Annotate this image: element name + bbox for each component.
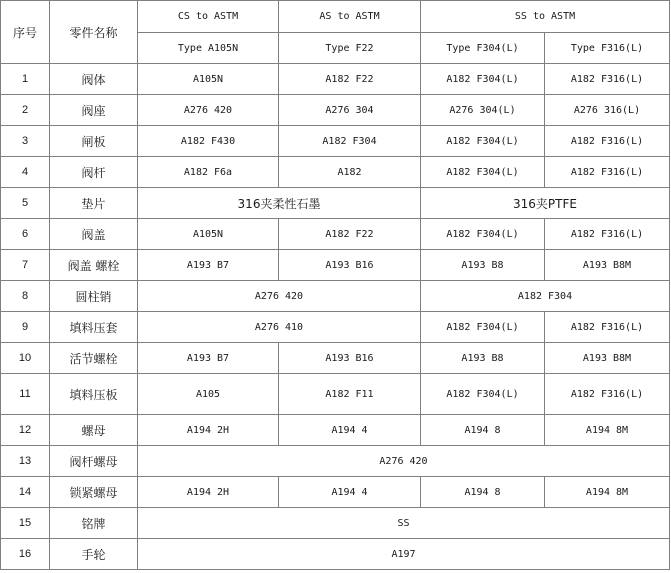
material-cell: A182 F304(L) [421, 219, 545, 250]
material-cell: A182 F316(L) [545, 157, 670, 188]
row-number: 16 [1, 539, 50, 570]
table-row [1, 508, 670, 539]
material-cell-merged: 316夹柔性石墨 [138, 188, 421, 219]
header-type-f316l: Type F316(L) [545, 33, 670, 64]
material-cell-merged: A276 420 [138, 446, 670, 477]
material-cell: A194 2H [138, 415, 279, 446]
material-cell: A182 F316(L) [545, 312, 670, 343]
material-cell: A194 8M [545, 477, 670, 508]
row-number: 6 [1, 219, 50, 250]
table-row [1, 126, 670, 157]
material-cell: A193 B16 [279, 343, 421, 374]
table-row [1, 446, 670, 477]
table-row [1, 539, 670, 570]
material-cell-merged: SS [138, 508, 670, 539]
material-cell: A182 F316(L) [545, 126, 670, 157]
header-type-f304l: Type F304(L) [421, 33, 545, 64]
row-number: 8 [1, 281, 50, 312]
material-cell: A182 F430 [138, 126, 279, 157]
part-name: 圆柱销 [50, 281, 138, 312]
table-row [1, 374, 670, 415]
table-row [1, 95, 670, 126]
part-name: 填料压套 [50, 312, 138, 343]
row-number: 4 [1, 157, 50, 188]
table-row [1, 64, 670, 95]
material-cell: A182 F304(L) [421, 64, 545, 95]
row-number: 10 [1, 343, 50, 374]
material-cell: A194 8M [545, 415, 670, 446]
material-cell-merged: 316夹PTFE [421, 188, 670, 219]
part-name: 锁紧螺母 [50, 477, 138, 508]
material-cell: A182 [279, 157, 421, 188]
material-cell: A182 F22 [279, 219, 421, 250]
part-name: 手轮 [50, 539, 138, 570]
part-name: 阀杆 [50, 157, 138, 188]
material-cell: A194 4 [279, 477, 421, 508]
material-cell: A182 F11 [279, 374, 421, 415]
part-name: 阀盖 螺栓 [50, 250, 138, 281]
material-cell: A182 F304(L) [421, 312, 545, 343]
table-row [1, 415, 670, 446]
header-part-name: 零件名称 [50, 1, 138, 64]
material-cell: A276 304 [279, 95, 421, 126]
material-cell: A105N [138, 219, 279, 250]
part-name: 阀盖 [50, 219, 138, 250]
material-cell: A276 420 [138, 95, 279, 126]
material-cell: A276 316(L) [545, 95, 670, 126]
material-cell: A182 F6a [138, 157, 279, 188]
material-cell-merged: A276 420 [138, 281, 421, 312]
material-cell: A182 F304(L) [421, 126, 545, 157]
material-cell-merged: A276 410 [138, 312, 421, 343]
part-name: 阀体 [50, 64, 138, 95]
row-number: 14 [1, 477, 50, 508]
row-number: 12 [1, 415, 50, 446]
part-name: 填料压板 [50, 374, 138, 415]
material-cell: A276 304(L) [421, 95, 545, 126]
table-row [1, 281, 670, 312]
part-name: 活节螺栓 [50, 343, 138, 374]
material-cell: A193 B7 [138, 343, 279, 374]
material-cell: A182 F316(L) [545, 219, 670, 250]
material-cell: A182 F304(L) [421, 374, 545, 415]
header-seq: 序号 [1, 1, 50, 64]
row-number: 2 [1, 95, 50, 126]
material-cell: A105 [138, 374, 279, 415]
material-cell: A193 B8M [545, 250, 670, 281]
part-name: 螺母 [50, 415, 138, 446]
material-cell: A182 F22 [279, 64, 421, 95]
material-cell: A193 B7 [138, 250, 279, 281]
material-cell-merged: A182 F304 [421, 281, 670, 312]
part-name: 铭牌 [50, 508, 138, 539]
row-number: 13 [1, 446, 50, 477]
table-row [1, 312, 670, 343]
table-row [1, 188, 670, 219]
material-cell: A182 F304(L) [421, 157, 545, 188]
table-row [1, 219, 670, 250]
table-row [1, 157, 670, 188]
material-cell: A193 B16 [279, 250, 421, 281]
header-group-as: AS to ASTM [279, 1, 421, 33]
row-number: 15 [1, 508, 50, 539]
material-cell-merged: A197 [138, 539, 670, 570]
material-cell: A194 4 [279, 415, 421, 446]
row-number: 5 [1, 188, 50, 219]
row-number: 11 [1, 374, 50, 415]
header-row-groups [1, 1, 670, 33]
material-cell: A194 2H [138, 477, 279, 508]
table-row [1, 250, 670, 281]
row-number: 7 [1, 250, 50, 281]
material-cell: A105N [138, 64, 279, 95]
material-cell: A182 F316(L) [545, 374, 670, 415]
material-cell: A194 8 [421, 415, 545, 446]
part-name: 垫片 [50, 188, 138, 219]
material-cell: A182 F304 [279, 126, 421, 157]
part-name: 阀杆螺母 [50, 446, 138, 477]
material-cell: A193 B8 [421, 343, 545, 374]
part-name: 阀座 [50, 95, 138, 126]
material-cell: A193 B8 [421, 250, 545, 281]
material-cell: A194 8 [421, 477, 545, 508]
material-cell: A182 F316(L) [545, 64, 670, 95]
header-type-f22: Type F22 [279, 33, 421, 64]
part-name: 闸板 [50, 126, 138, 157]
header-group-ss: SS to ASTM [421, 1, 670, 33]
row-number: 1 [1, 64, 50, 95]
table-row [1, 343, 670, 374]
material-cell: A193 B8M [545, 343, 670, 374]
table-row [1, 477, 670, 508]
row-number: 3 [1, 126, 50, 157]
row-number: 9 [1, 312, 50, 343]
header-type-a105n: Type A105N [138, 33, 279, 64]
header-group-cs: CS to ASTM [138, 1, 279, 33]
